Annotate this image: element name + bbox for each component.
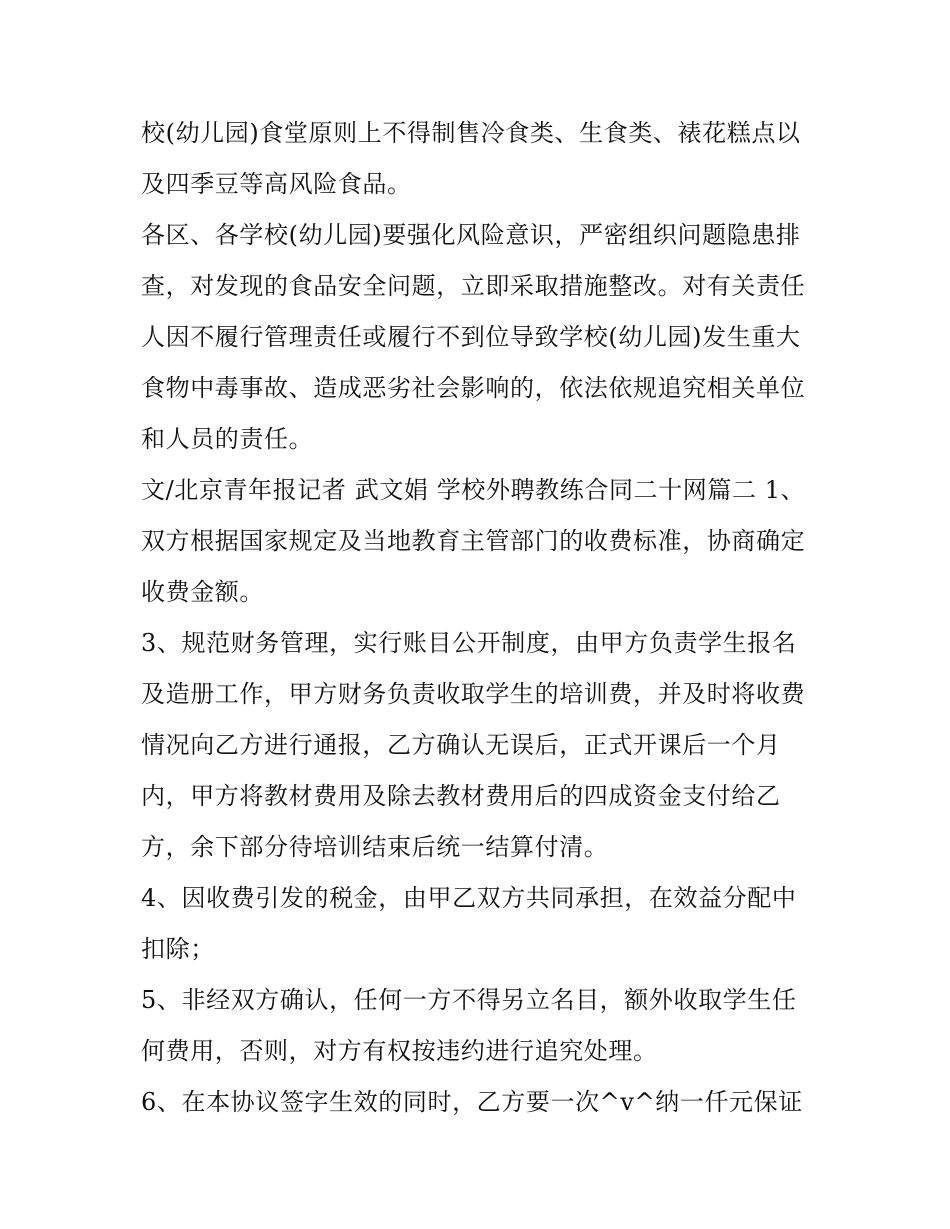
text-line: 内，甲方将教材费用及除去教材费用后的四成资金支付给乙 <box>141 782 781 810</box>
text-line: 和人员的责任。 <box>141 425 314 453</box>
text-line: 5、非经双方确认，任何一方不得另立名目，额外收取学生任 <box>141 986 797 1014</box>
text-line: 方，余下部分待培训结束后统一结算付清。 <box>141 833 609 861</box>
text-line: 3、规范财务管理，实行账目公开制度，由甲方负责学生报名 <box>141 629 797 657</box>
text-line: 收费金额。 <box>141 578 264 606</box>
text-line: 何费用，否则，对方有权按违约进行追究处理。 <box>141 1037 658 1065</box>
text-line: 文/北京青年报记者 武文娟 学校外聘教练合同二十网篇二 1、 <box>141 476 806 504</box>
text-line: 双方根据国家规定及当地教育主管部门的收费标准，协商确定 <box>141 527 806 555</box>
text-line: 及造册工作，甲方财务负责收取学生的培训费，并及时将收费 <box>141 680 806 708</box>
text-line: 食物中毒事故、造成恶劣社会影响的，依法依规追究相关单位 <box>141 374 806 402</box>
text-line: 人因不履行管理责任或履行不到位导致学校(幼儿园)发生重大 <box>141 323 801 351</box>
text-line: 4、因收费引发的税金，由甲乙双方共同承担，在效益分配中 <box>141 884 797 912</box>
text-line: 校(幼儿园)食堂原则上不得制售冷食类、生食类、裱花糕点以 <box>141 119 801 147</box>
text-line: 各区、各学校(幼儿园)要强化风险意识，严密组织问题隐患排 <box>141 221 801 249</box>
document-body <box>141 108 821 1128</box>
text-line: 情况向乙方进行通报，乙方确认无误后，正式开课后一个月 <box>141 731 781 759</box>
text-line: 6、在本协议签字生效的同时，乙方要一次^v^纳一仟元保证 <box>141 1088 803 1116</box>
text-line: 及四季豆等高风险食品。 <box>141 170 412 198</box>
text-line: 查，对发现的食品安全问题，立即采取措施整改。对有关责任 <box>141 272 806 300</box>
text-line: 扣除； <box>141 935 215 963</box>
